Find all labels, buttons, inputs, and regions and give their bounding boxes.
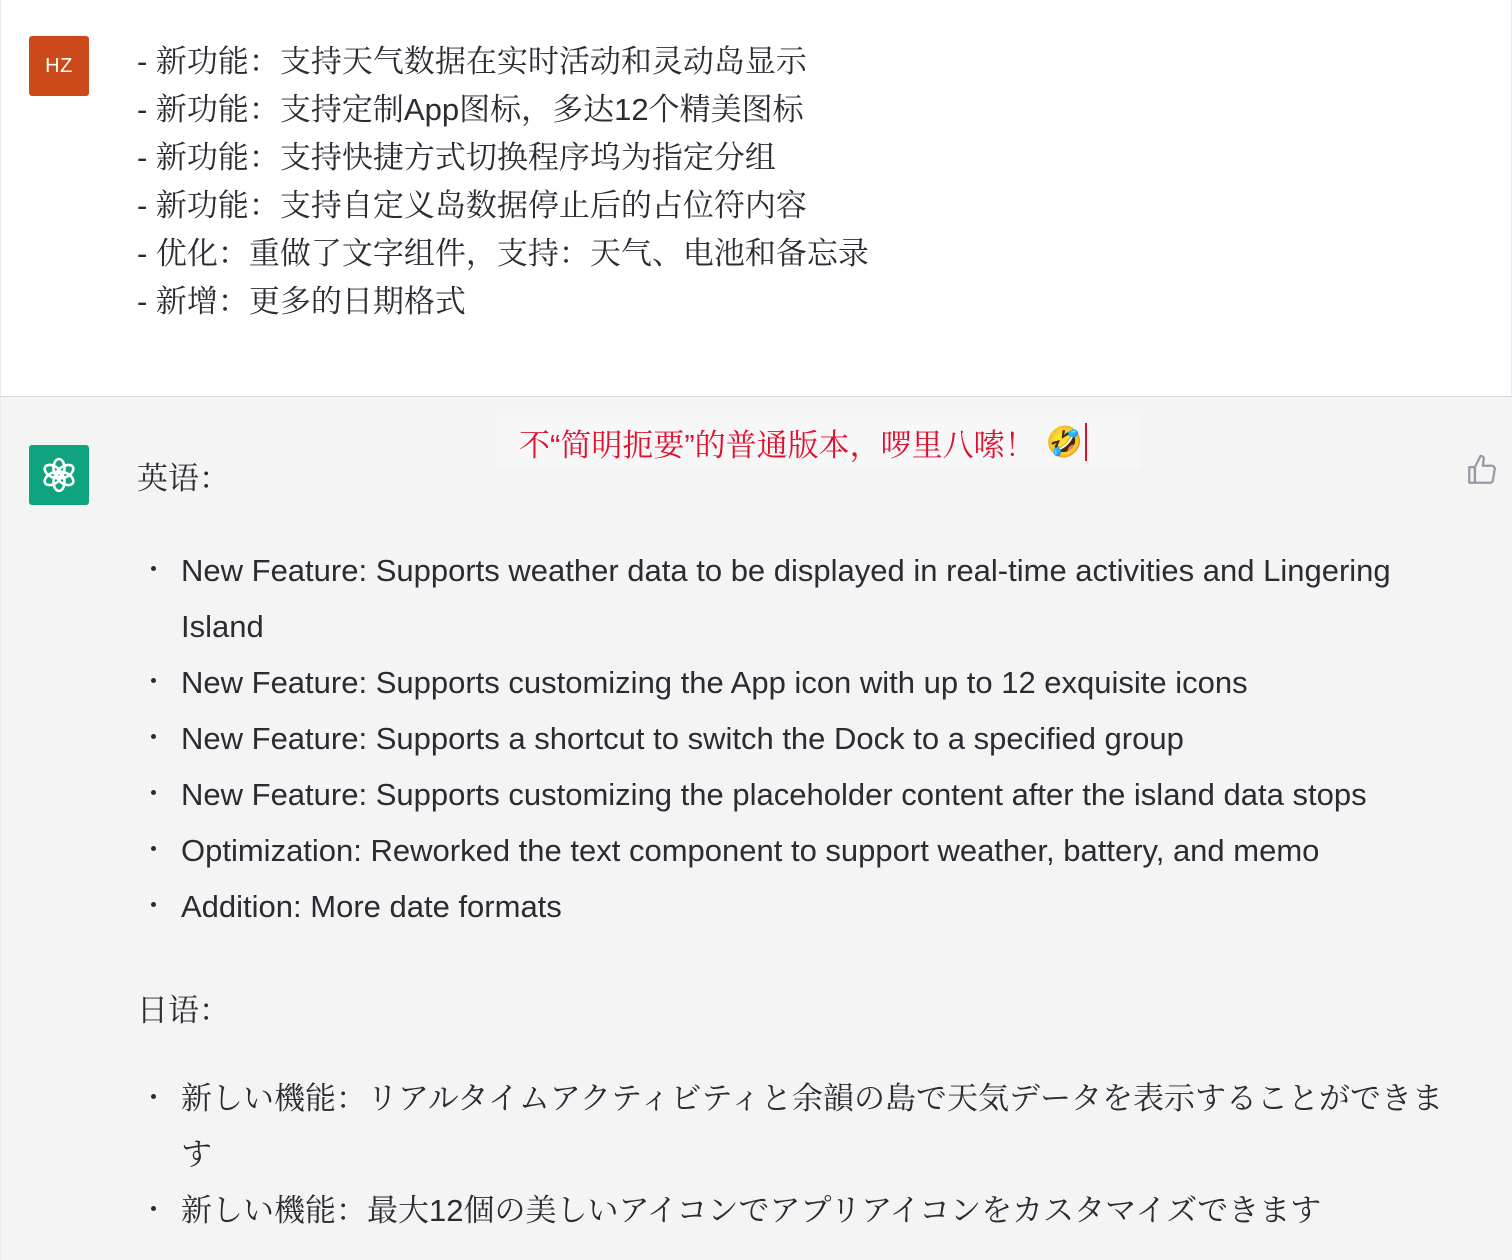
list-item	[149, 1071, 1449, 1183]
list-item	[149, 879, 1449, 935]
list-item-text: 新しい機能：リアルタイムアクティビティと余韻の島で天気データを表示することができます	[181, 1081, 1444, 1172]
assistant-message	[0, 397, 1512, 1260]
list-item-text: 新しい機能：最大12個の美しいアイコンでアプリアイコンをカスタマイズできます	[181, 1193, 1322, 1228]
list-item-text: Optimization: Reworked the text component to support weather, battery, and memo	[181, 833, 1320, 868]
annotation-overlay	[497, 415, 1141, 469]
japanese-list	[149, 1071, 1449, 1239]
list-item	[149, 767, 1449, 823]
list-item	[149, 823, 1449, 879]
annotation-text: 不“简明扼要”的普通版本，啰里八嗦！	[519, 427, 1036, 463]
thumbs-up-icon[interactable]	[1465, 453, 1499, 487]
bullet-dot	[151, 1206, 156, 1211]
user-line: - 新功能：支持快捷方式切换程序坞为指定分组	[137, 140, 776, 175]
bullet-dot	[151, 566, 156, 571]
list-item-text: New Feature: Supports a shortcut to switch the Dock to a specified group	[181, 721, 1184, 756]
user-message	[0, 0, 1512, 397]
list-item-text: New Feature: Supports customizing the App icon with up to 12 exquisite icons	[181, 665, 1248, 700]
openai-logo-icon	[39, 455, 79, 495]
user-line: - 优化：重做了文字组件，支持：天气、电池和备忘录	[137, 236, 869, 271]
user-avatar-initials: HZ	[45, 54, 73, 77]
rofl-emoji: 🤣	[1045, 425, 1084, 459]
english-list	[149, 543, 1449, 935]
user-message-text	[137, 38, 869, 326]
japanese-heading: 日语：	[137, 993, 230, 1028]
english-heading: 英语：	[137, 461, 230, 496]
bullet-dot	[151, 678, 156, 683]
list-item	[149, 543, 1449, 655]
list-item-text: New Feature: Supports customizing the placeholder content after the island data stops	[181, 777, 1367, 812]
bullet-dot	[151, 846, 156, 851]
user-avatar	[29, 36, 89, 96]
user-line: - 新功能：支持天气数据在实时活动和灵动岛显示	[137, 44, 807, 79]
text-caret	[1085, 423, 1087, 461]
list-item	[149, 711, 1449, 767]
list-item	[149, 1183, 1449, 1239]
bullet-dot	[151, 790, 156, 795]
list-item	[149, 655, 1449, 711]
assistant-avatar	[29, 445, 89, 505]
list-item-text: Addition: More date formats	[181, 889, 562, 924]
user-line: - 新增：更多的日期格式	[137, 284, 466, 319]
bullet-dot	[151, 734, 156, 739]
list-item-text: New Feature: Supports weather data to be displayed in real-time activities and Lingering Island	[181, 553, 1391, 644]
bullet-dot	[151, 1094, 156, 1099]
user-line: - 新功能：支持自定义岛数据停止后的占位符内容	[137, 188, 807, 223]
bullet-dot	[151, 902, 156, 907]
user-line: - 新功能：支持定制App图标，多达12个精美图标	[137, 92, 804, 127]
